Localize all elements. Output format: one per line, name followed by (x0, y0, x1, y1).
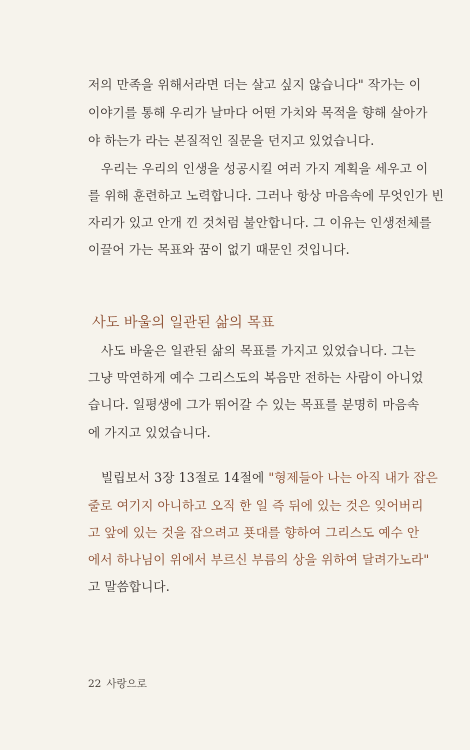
running-title: 사랑으로 (106, 678, 147, 690)
paragraph-1-line-3: 야 하는가 라는 본질적인 질문을 던지고 있었습니다. (88, 133, 375, 148)
paragraph-3-line-4: 에 가지고 있었습니다. (88, 425, 211, 440)
paragraph-2-line-3: 자리가 있고 안개 낀 것처럼 불안합니다. 그 이유는 인생전체를 (88, 215, 432, 230)
paragraph-1-line-1: 저의 만족을 위해서라면 더는 살고 싶지 않습니다" 작가는 이 (88, 77, 422, 92)
paragraph-3-line-1: 사도 바울은 일관된 삶의 목표를 가지고 있었습니다. 그는 (101, 343, 416, 358)
paragraph-3-line-3: 습니다. 일평생에 그가 뛰어갈 수 있는 목표를 분명히 마음속 (88, 397, 420, 412)
paragraph-1-line-2: 이야기를 통해 우리가 날마다 어떤 가치와 목적을 향해 살아가 (88, 105, 428, 120)
section-heading: 사도 바울의 일관된 삶의 목표 (92, 315, 275, 331)
paragraph-3-line-2: 그냥 막연하게 예수 그리스도의 복음만 전하는 사람이 아니었 (88, 370, 424, 385)
paragraph-2-line-1: 우리는 우리의 인생을 성공시킬 여러 가지 계획을 세우고 이 (101, 161, 429, 176)
scripture-quote-line-4: 에서 하나님이 위에서 부르신 부름의 상을 위하여 달려가노라" (88, 552, 430, 567)
paragraph-4-closing: 고 말씀합니다. (88, 579, 170, 594)
paragraph-4-line-1: 빌립보서 3장 13절로 14절에 "형제들아 나는 아직 내가 잡은 (101, 470, 438, 485)
scripture-quote-line-3: 고 앞에 있는 것을 잡으려고 푯대를 향하여 그리스도 예수 안 (88, 525, 420, 540)
page-number: 22 (88, 678, 102, 690)
paragraph-2-line-2: 를 위해 훈련하고 노력합니다. 그러나 항상 마음속에 무엇인가 빈 (88, 188, 444, 203)
scripture-quote-start: "형제들아 나는 아직 내가 잡은 (268, 470, 438, 485)
paragraph-2-line-4: 이끌어 가는 목표와 꿈이 없기 때문인 것입니다. (88, 242, 350, 257)
scripture-quote-line-2: 줄로 여기지 아니하고 오직 한 일 즉 뒤에 있는 것은 잊어버리 (88, 498, 424, 513)
page-footer (88, 676, 147, 691)
